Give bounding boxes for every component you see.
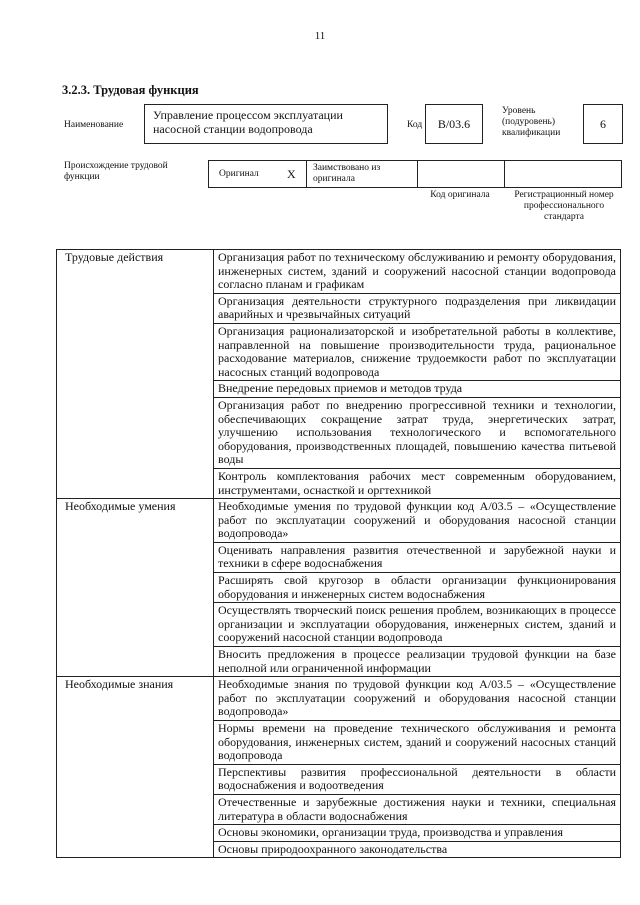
divider bbox=[504, 160, 505, 188]
category-cell: Трудовые действия bbox=[57, 250, 214, 499]
item-cell: Организация работ по техническому обслуживанию и ремонту оборудования, инженерных систем, зданий и сооружений насосной станции водопровода согласно планам и графикам bbox=[214, 250, 621, 294]
reg-number-label: Регистрационный номер профессионального стандарта bbox=[514, 190, 614, 222]
page-number: 11 bbox=[314, 30, 326, 42]
item-cell: Осуществлять творческий поиск решения проблем, возникающих в процессе организации и эксплуатации оборудования, инженерных систем, зданий и сооружений насосной станции водопровода bbox=[214, 603, 621, 647]
original-label: Оригинал bbox=[219, 169, 259, 179]
origin-label: Происхождение трудовой функции bbox=[64, 161, 168, 182]
item-cell: Контроль комплектования рабочих мест современным оборудованием, инструментами, оснасткой и оргтехникой bbox=[214, 468, 621, 498]
item-cell: Отечественные и зарубежные достижения науки и техники, специальная литература в области водоснабжения bbox=[214, 794, 621, 824]
table-row bbox=[57, 677, 621, 721]
item-cell: Организация рационализаторской и изобретательной работы в коллективе, направленной на повышение производительности труда, рациональное расходование материалов, снижение трудоемкости работ по эксплуатации насосных станций водопровода bbox=[214, 323, 621, 380]
category-cell: Необходимые умения bbox=[57, 499, 214, 677]
name-label: Наименование bbox=[64, 120, 124, 130]
name-value-box bbox=[144, 104, 388, 144]
code-original-label: Код оригинала bbox=[430, 190, 490, 200]
item-cell: Внедрение передовых приемов и методов труда bbox=[214, 381, 621, 398]
table-row bbox=[57, 499, 621, 543]
borrowed-label: Заимствовано из оригинала bbox=[313, 163, 381, 184]
code-value: B/03.6 bbox=[437, 117, 471, 131]
table-row bbox=[57, 250, 621, 294]
origin-row bbox=[208, 160, 622, 188]
item-cell: Основы экономики, организации труда, производства и управления bbox=[214, 825, 621, 842]
level-value: 6 bbox=[600, 117, 606, 131]
item-cell: Вносить предложения в процессе реализации трудовой функции на базе неполной или ограниченной информации bbox=[214, 647, 621, 677]
category-cell: Необходимые знания bbox=[57, 677, 214, 858]
item-cell: Организация работ по внедрению прогрессивной техники и технологии, обеспечивающих сокращение затрат труда, энергетических затрат, улучшению использования технологического и вспомогательного оборудования, производственных площадей, повышению качества питьевой воды bbox=[214, 397, 621, 468]
item-cell: Необходимые знания по трудовой функции код А/03.5 – «Осуществление работ по эксплуатации сооружений и оборудования насосной станции водопровода» bbox=[214, 677, 621, 721]
item-cell: Организация деятельности структурного подразделения при ликвидации аварийных и чрезвычайных ситуаций bbox=[214, 293, 621, 323]
item-cell: Оценивать направления развития отечественной и зарубежной науки и техники в сфере водоснабжения bbox=[214, 542, 621, 572]
divider bbox=[306, 160, 307, 188]
item-cell: Необходимые умения по трудовой функции код А/03.5 – «Осуществление работ по эксплуатации сооружений и оборудования насосной станции водопровода» bbox=[214, 499, 621, 543]
item-cell: Основы природоохранного законодательства bbox=[214, 841, 621, 858]
item-cell: Нормы времени на проведение технического обслуживания и ремонта оборудования, инженерных систем, зданий и сооружений насосных станций водопровода bbox=[214, 721, 621, 765]
labor-function-table bbox=[56, 249, 621, 858]
name-value: Управление процессом эксплуатации насосной станции водопровода bbox=[153, 108, 343, 136]
code-value-box bbox=[425, 104, 483, 144]
item-cell: Перспективы развития профессиональной деятельности в области водоснабжения и водоотведения bbox=[214, 764, 621, 794]
divider bbox=[417, 160, 418, 188]
level-label: Уровень (подуровень) квалификации bbox=[502, 106, 561, 138]
section-title: 3.2.3. Трудовая функция bbox=[62, 83, 199, 97]
level-value-box bbox=[583, 104, 623, 144]
original-mark: X bbox=[287, 167, 296, 181]
item-cell: Расширять свой кругозор в области организации функционирования оборудования и инженерных систем водоснабжения bbox=[214, 573, 621, 603]
code-label: Код bbox=[407, 120, 423, 130]
